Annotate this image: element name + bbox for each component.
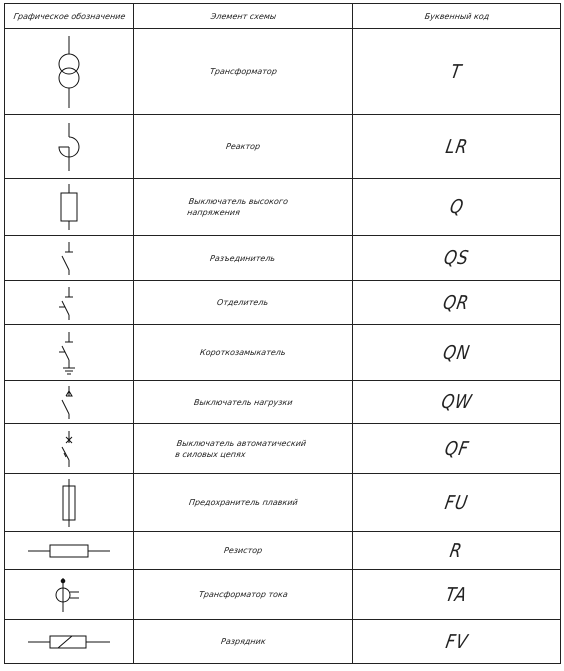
element-name: Выключатель нагрузки xyxy=(193,397,293,407)
letter-code: FV xyxy=(443,630,470,653)
element-name: Выключатель автоматический в силовых цепях xyxy=(174,438,307,459)
header-element: Элемент схемы xyxy=(132,4,355,29)
table-row xyxy=(5,281,561,325)
transformer-icon xyxy=(5,29,134,115)
table-row xyxy=(5,179,561,236)
element-name: Отделитель xyxy=(216,298,270,307)
element-name: Предохранитель плавкий xyxy=(187,498,298,507)
surge-arrester-icon xyxy=(5,620,134,664)
table-row xyxy=(5,325,561,381)
separator-icon xyxy=(5,281,134,325)
letter-code: LR xyxy=(443,135,470,158)
letter-code: FU xyxy=(443,491,470,514)
circuit-breaker-icon xyxy=(5,179,134,236)
element-name: Реактор xyxy=(225,142,261,151)
letter-code: QN xyxy=(441,341,472,364)
element-name: Трансформатор xyxy=(208,67,278,76)
table-row xyxy=(5,115,561,179)
resistor-icon xyxy=(5,532,134,570)
current-transformer-icon xyxy=(5,570,134,620)
element-name: Выключатель высокого напряжения xyxy=(186,197,289,217)
short-circuiter-icon xyxy=(5,325,134,381)
table-row xyxy=(5,620,561,664)
element-name: Разъединитель xyxy=(209,253,277,263)
letter-code: QS xyxy=(442,247,471,269)
header-code: Буквенный код xyxy=(351,4,563,29)
letter-code: QR xyxy=(441,291,472,314)
load-switch-icon xyxy=(5,381,134,424)
header-graphic: Графическое обозначение xyxy=(3,4,136,29)
letter-code: Q xyxy=(447,196,466,218)
table-row xyxy=(5,236,561,281)
letter-code: TA xyxy=(443,583,469,606)
letter-code: QW xyxy=(439,391,474,413)
letter-code: QF xyxy=(442,437,471,460)
table-row xyxy=(5,474,561,532)
letter-code: T xyxy=(449,60,464,83)
table-row xyxy=(5,424,561,474)
automatic-breaker-icon xyxy=(5,424,134,474)
disconnector-icon xyxy=(5,236,134,281)
table-row xyxy=(5,532,561,570)
reactor-icon xyxy=(5,115,134,179)
fuse-icon xyxy=(5,474,134,532)
symbols-table xyxy=(4,3,561,664)
element-name: Короткозамыкатель xyxy=(199,348,287,357)
element-name: Резистор xyxy=(223,546,263,555)
letter-code: R xyxy=(448,539,465,562)
element-name: Трансформатор тока xyxy=(198,590,288,599)
header-row xyxy=(5,4,561,29)
element-name: Разрядник xyxy=(220,637,266,646)
table-row xyxy=(5,29,561,115)
table-row xyxy=(5,381,561,424)
table-row xyxy=(5,570,561,620)
